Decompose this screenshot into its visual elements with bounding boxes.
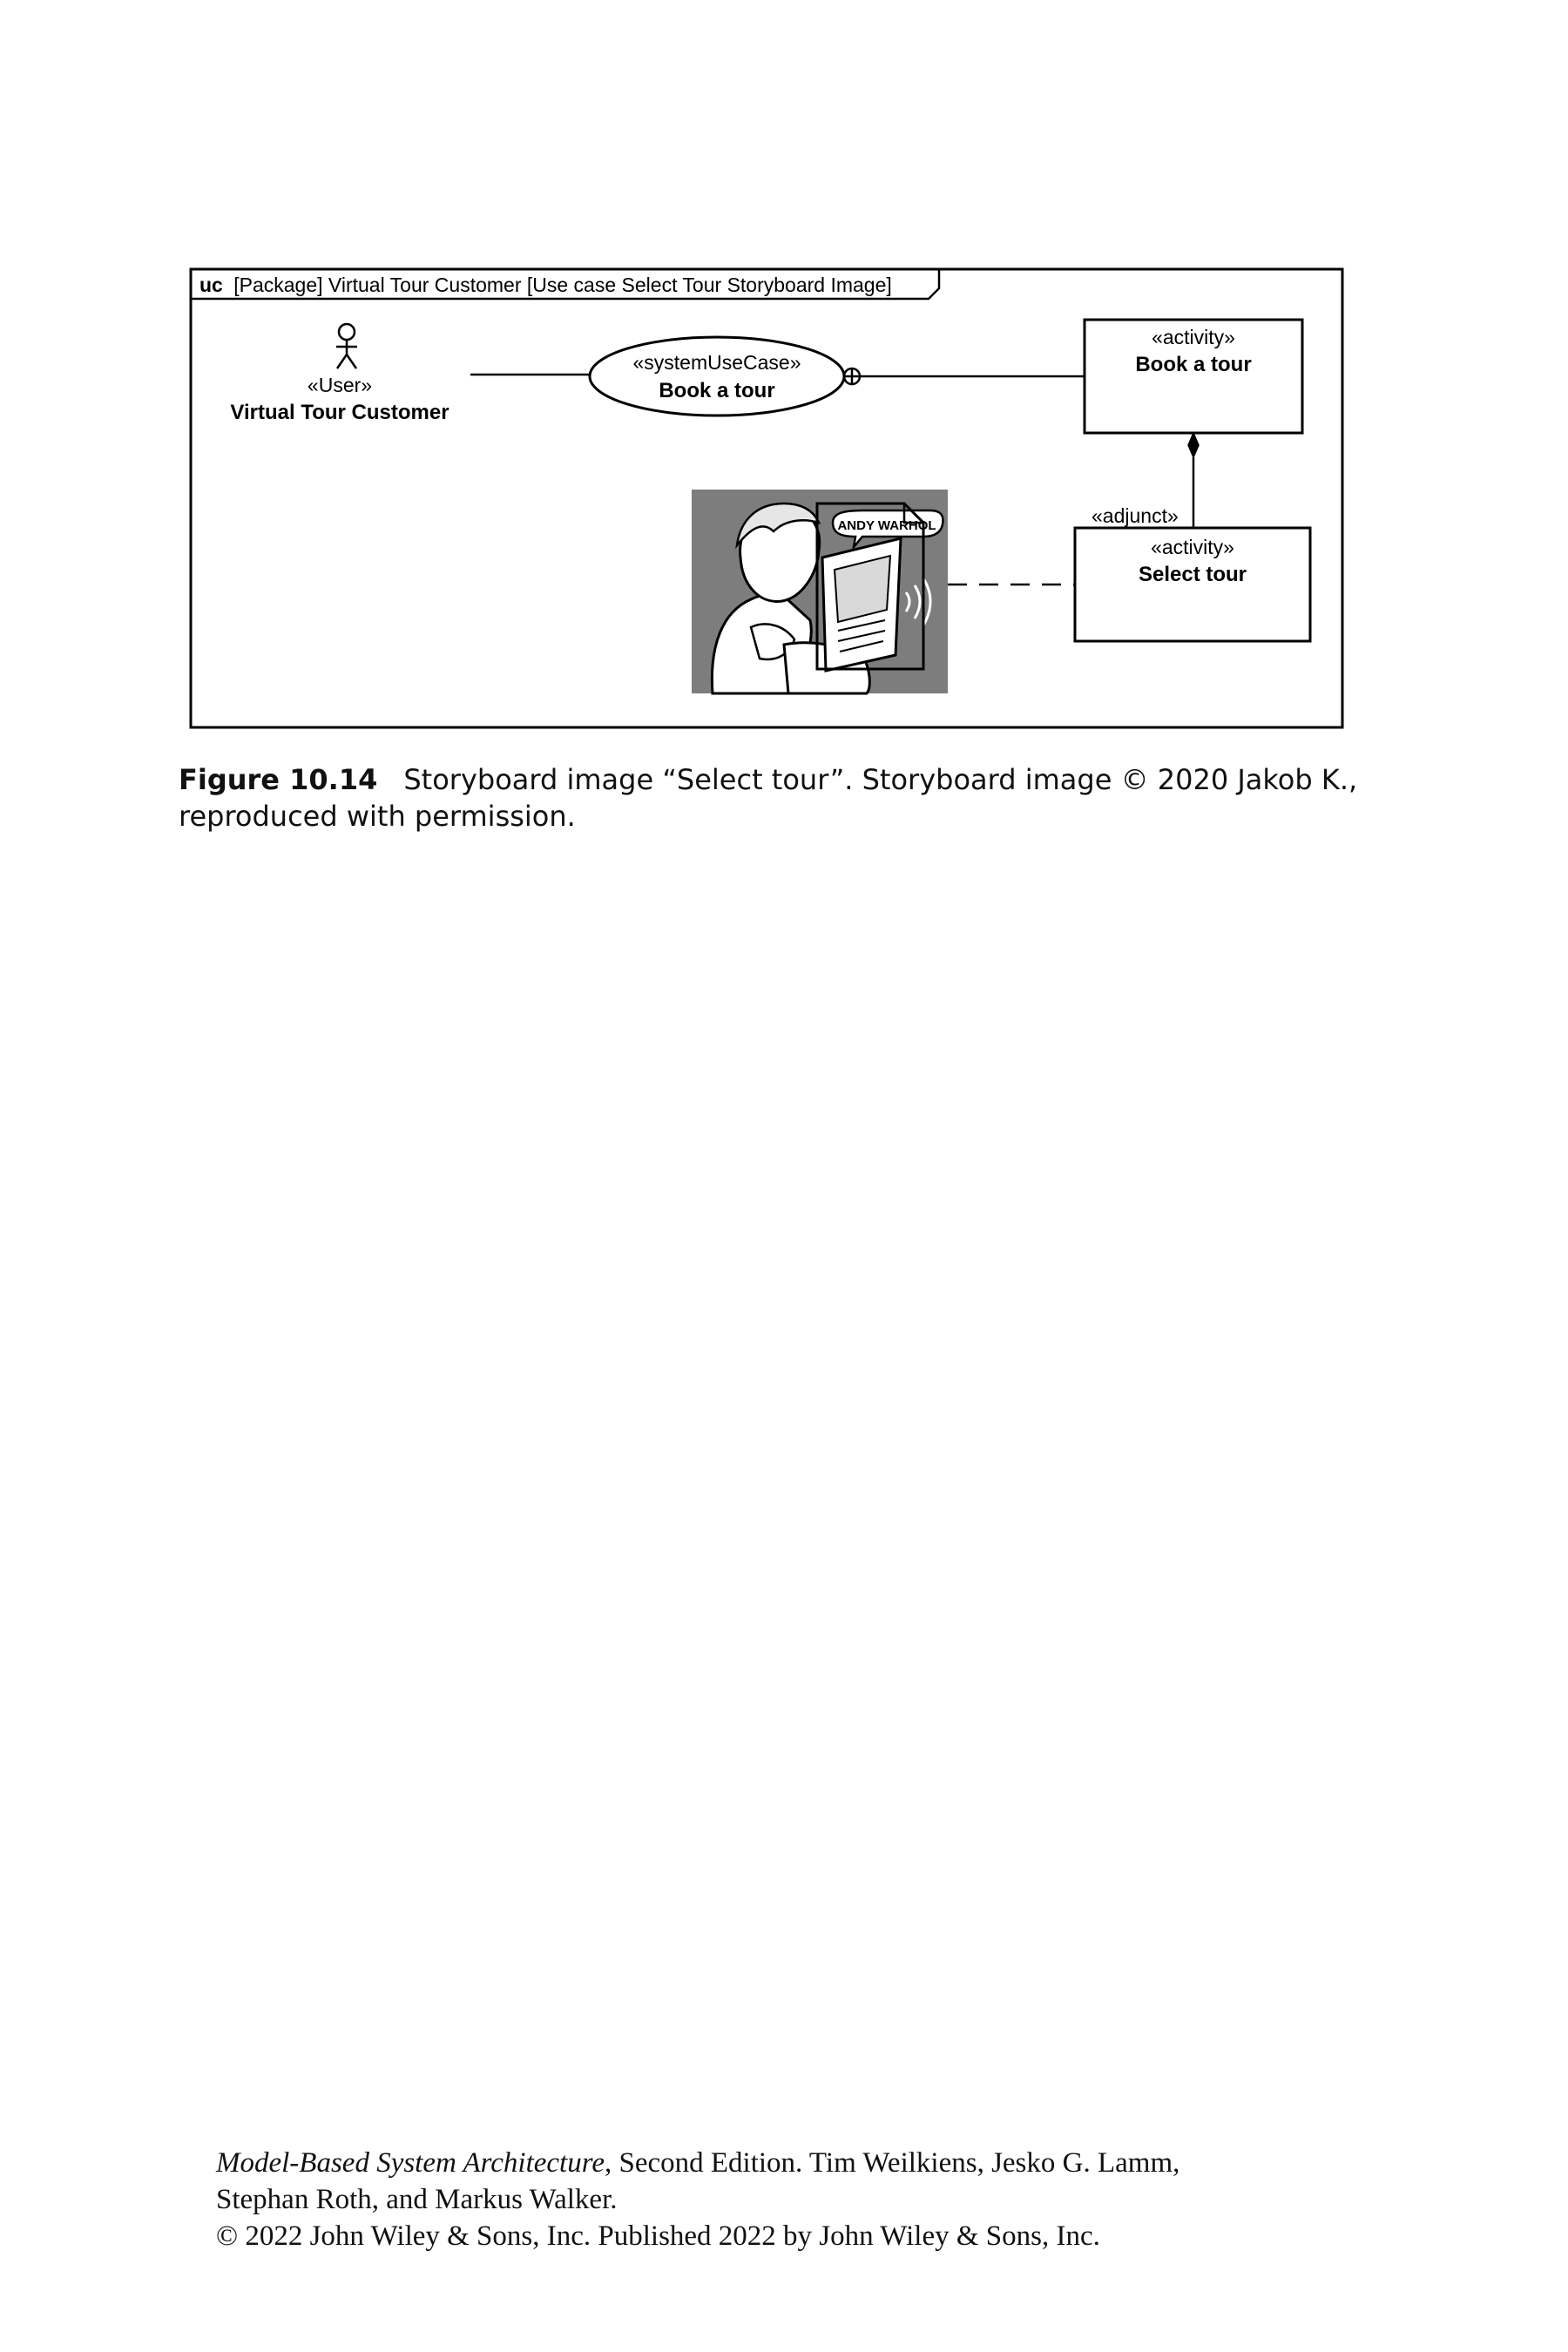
adjunct-label: «adjunct» <box>1092 504 1179 527</box>
activity-select-name: Select tour <box>1138 563 1247 586</box>
figure-caption-text: Storyboard image “Select tour”. Storyboard image © 2020 Jakob K., reproduced with permission. <box>179 763 1358 833</box>
footer-line-3: © 2022 John Wiley & Sons, Inc. Published 2022 by John Wiley & Sons, Inc. <box>216 2220 1100 2252</box>
page-footer <box>216 2145 1436 2254</box>
use-case-name: Book a tour <box>659 379 775 402</box>
footer-line-1-rest: , Second Edition. Tim Weilkiens, Jesko G. Lamm, <box>604 2147 1180 2179</box>
composition-diamond-icon <box>1188 433 1199 457</box>
containment-anchor-icon <box>844 368 860 384</box>
book-title: Model-Based System Architecture <box>216 2147 605 2179</box>
activity-book-stereotype: «activity» <box>1152 326 1235 348</box>
actor-icon <box>336 324 357 368</box>
use-case-ellipse <box>590 337 844 416</box>
use-case-stereotype: «systemUseCase» <box>632 351 801 374</box>
actor-stereotype: «User» <box>307 374 373 396</box>
frame-title-text: [Package] Virtual Tour Customer [Use case Select Tour Storyboard Image] <box>233 274 892 296</box>
actor-name: Virtual Tour Customer <box>230 401 449 424</box>
footer-line-2: Stephan Roth, and Markus Walker. <box>216 2184 618 2215</box>
bubble-text: ANDY WARHOL <box>837 518 936 533</box>
frame-title <box>199 274 892 296</box>
activity-select-stereotype: «activity» <box>1151 536 1234 558</box>
footer-line-1 <box>216 2145 1436 2181</box>
figure-number: Figure 10.14 <box>179 763 378 796</box>
activity-book-name: Book a tour <box>1135 353 1252 376</box>
figure-caption <box>179 761 1416 835</box>
frame-keyword: uc <box>199 274 223 296</box>
storyboard-image <box>692 490 948 693</box>
